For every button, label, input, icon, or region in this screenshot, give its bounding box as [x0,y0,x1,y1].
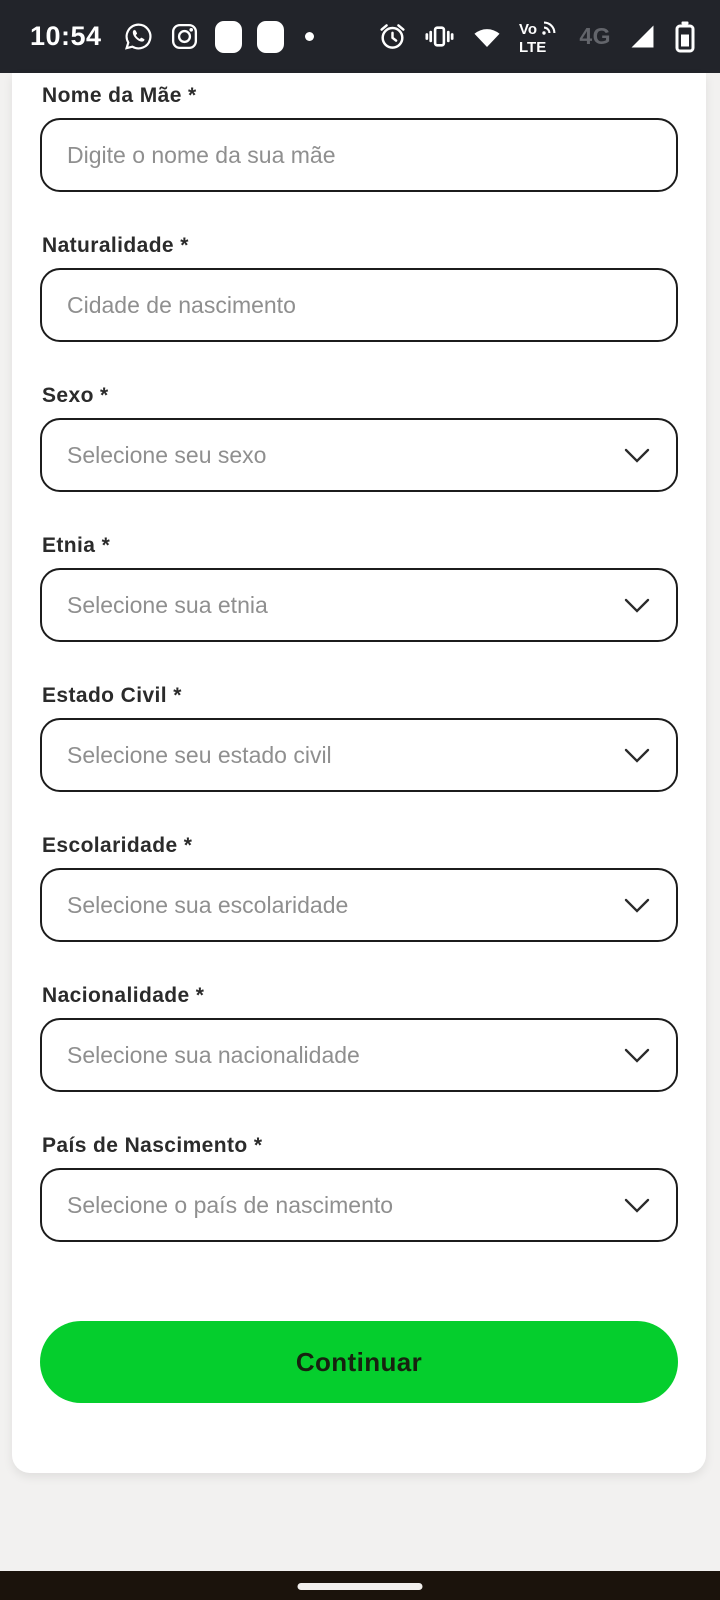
field-pais-de-nascimento [40,1135,678,1242]
volte-lte-text: LTE [519,38,547,54]
instagram-icon [169,21,200,52]
field-escolaridade [40,835,678,942]
status-bar-left [30,21,314,53]
form-card [12,73,706,1473]
battery-icon [674,20,696,54]
field-label: Escolaridade * [42,834,193,857]
field-label: Nome da Mãe * [42,84,197,107]
network-4g-label: 4G [579,23,611,49]
whatsapp-icon [123,21,154,52]
field-label: Naturalidade * [42,234,189,257]
field-label: Estado Civil * [42,684,182,707]
mother-name-input[interactable] [40,118,678,192]
select-placeholder: Selecione seu estado civil [67,741,332,768]
notification-square-icon [215,21,242,53]
vibrate-icon [424,21,455,52]
select-placeholder: Selecione seu sexo [67,441,267,468]
more-notifications-dot-icon [305,32,314,41]
field-label: Sexo * [42,384,109,407]
chevron-down-icon [624,1048,650,1063]
ethnicity-select[interactable] [40,568,678,642]
field-etnia [40,535,678,642]
nationality-select[interactable] [40,1018,678,1092]
field-label: Etnia * [42,534,111,557]
field-estado-civil [40,685,678,792]
chevron-down-icon [624,1198,650,1213]
navigation-bar [0,1571,720,1600]
birth-city-input[interactable] [40,268,678,342]
status-bar [0,0,720,73]
select-placeholder: Selecione o país de nascimento [67,1191,394,1218]
field-nacionalidade [40,985,678,1092]
chevron-down-icon [624,748,650,763]
signal-icon [627,21,658,52]
sex-select[interactable] [40,418,678,492]
birth-country-select[interactable] [40,1168,678,1242]
marital-status-select[interactable] [40,718,678,792]
field-naturalidade [40,235,678,342]
notification-square-icon [257,21,284,53]
field-label: País de Nascimento * [42,1134,263,1157]
field-sexo [40,385,678,492]
volte-vo-text: Vo [519,20,538,38]
chevron-down-icon [624,598,650,613]
chevron-down-icon [624,448,650,463]
continue-button[interactable]: Continuar [40,1321,678,1403]
field-nome-da-mae [40,85,678,192]
clock-time: 10:54 [30,21,102,51]
wifi-icon [471,21,503,53]
chevron-down-icon [624,898,650,913]
select-placeholder: Selecione sua nacionalidade [67,1041,360,1068]
gesture-pill-handle[interactable] [298,1583,423,1590]
select-placeholder: Selecione sua etnia [67,591,268,618]
select-placeholder: Selecione sua escolaridade [67,891,349,918]
field-label: Nacionalidade * [42,984,205,1007]
status-bar-right [377,20,696,54]
alarm-icon [377,21,408,52]
education-select[interactable] [40,868,678,942]
volte-icon [519,20,563,54]
